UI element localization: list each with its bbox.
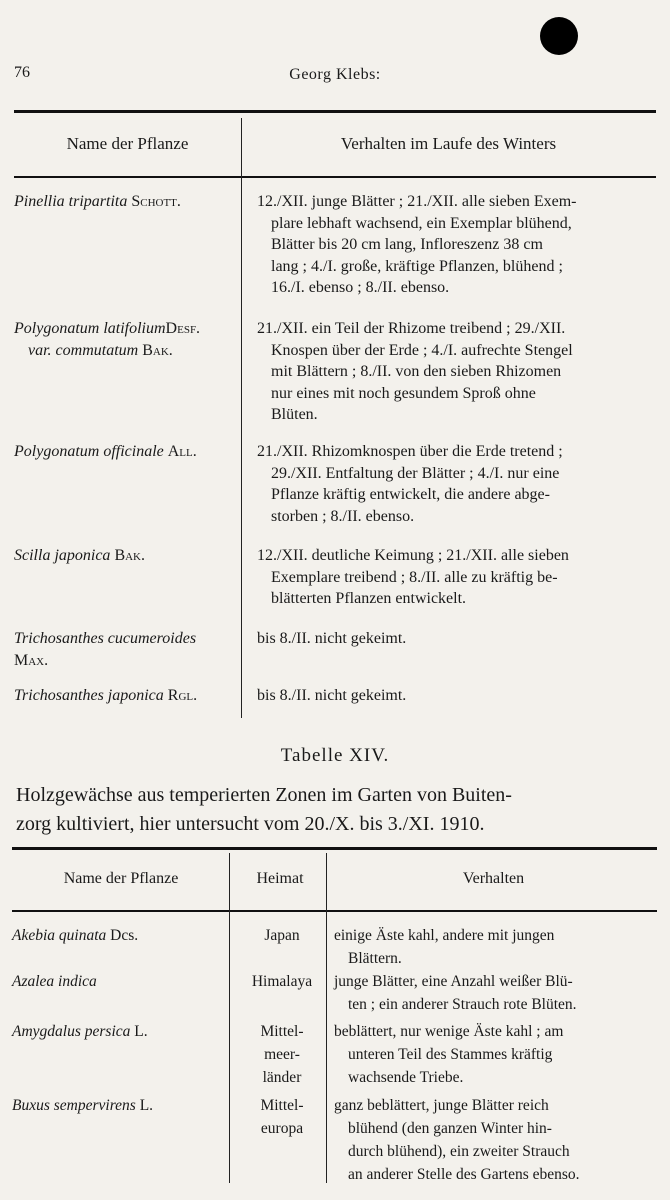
page-number: 76 <box>14 64 30 81</box>
row-line: einige Äste kahl, andere mit jungen <box>334 927 555 944</box>
plant-author: L. <box>139 1097 154 1114</box>
row-line: ten ; ein anderer Strauch rote Blüten. <box>348 996 577 1013</box>
plant-author: All. <box>167 443 197 460</box>
table2-header-rule <box>12 910 657 912</box>
table1-header-name: Name der Pflanze <box>66 134 189 153</box>
plant-author: Rgl. <box>167 687 198 704</box>
plant-author: Bak. <box>114 547 145 564</box>
plant-name: Azalea indica <box>12 973 97 990</box>
table2-header <box>12 848 657 910</box>
row-line: 12./XII. junge Blätter ; 21./XII. alle sieben Exem- <box>257 193 577 210</box>
plant-author: Schott. <box>131 193 181 210</box>
heimat-line: europa <box>260 1120 304 1137</box>
plant-variety: var. commutatum <box>28 341 139 359</box>
table2-title: Tabelle XIV. <box>280 745 390 766</box>
row-line: Pflanze kräftig entwickelt, die andere abge- <box>271 486 550 503</box>
plant-author: Max. <box>14 651 49 669</box>
row-line: Knospen über der Erde ; 4./I. aufrechte Stengel <box>271 341 573 359</box>
row-line: Blüten. <box>271 406 318 423</box>
row-line: lang ; 4./I. große, kräftige Pflanzen, blühend ; <box>271 257 563 275</box>
table1-header <box>14 112 656 176</box>
plant-name: Pinellia tripartita <box>14 193 128 210</box>
plant-author: Desf. <box>165 320 201 337</box>
plant-author: Bak. <box>142 341 173 359</box>
plant-name: Buxus sempervirens <box>12 1097 136 1114</box>
row-line: blühend (den ganzen Winter hin- <box>348 1120 552 1137</box>
row-line: nur eines mit noch gesundem Sproß ohne <box>271 384 536 402</box>
row-line: ganz beblättert, junge Blätter reich <box>334 1097 549 1114</box>
subtitle-line: zorg kultiviert, hier untersucht vom 20./X. bis 3./XI. 1910. <box>16 813 485 835</box>
plant-name: Trichosanthes cucumeroides <box>14 630 197 647</box>
heimat-line: länder <box>262 1069 302 1086</box>
plant-name: Akebia quinata <box>12 927 107 944</box>
row-line: bis 8./II. nicht gekeimt. <box>257 687 407 704</box>
row-line: wachsende Triebe. <box>348 1069 464 1086</box>
row-line: 29./XII. Entfaltung der Blätter ; 4./I. nur eine <box>271 464 560 482</box>
table1 <box>14 112 656 704</box>
running-head: Georg Klebs: <box>289 66 381 83</box>
heimat-line: Mittel- <box>260 1023 304 1040</box>
row-line: 21./XII. Rhizomknospen über die Erde tretend ; <box>257 443 563 460</box>
table2-header-name: Name der Pflanze <box>63 870 179 887</box>
table2-header-heimat: Heimat <box>256 870 304 887</box>
ink-blot <box>540 17 578 55</box>
table2-header-behavior: Verhalten <box>462 870 525 887</box>
row-line: bis 8./II. nicht gekeimt. <box>257 630 407 647</box>
plant-name: Trichosanthes japonica <box>14 687 164 704</box>
row-line: 21./XII. ein Teil der Rhizome treibend ; 29./XII. <box>257 320 566 337</box>
plant-name: Scilla japonica <box>14 547 111 564</box>
row-line: durch blühend), ein zweiter Strauch <box>348 1143 570 1160</box>
row-line: blätterten Pflanzen entwickelt. <box>271 590 467 607</box>
row-line: Blätter bis 20 cm lang, Infloreszenz 38 cm <box>271 236 543 253</box>
row-line: 16./I. ebenso ; 8./II. ebenso. <box>271 279 450 296</box>
row-line: beblättert, nur wenige Äste kahl ; am <box>334 1023 564 1040</box>
plant-author: L. <box>134 1023 148 1040</box>
subtitle-line: Holzgewächse aus temperierten Zonen im Garten von Buiten- <box>16 784 512 806</box>
row-line: unteren Teil des Stammes kräftig <box>348 1046 553 1063</box>
table2-subtitle <box>16 781 656 839</box>
row-line: Blättern. <box>348 950 402 967</box>
plant-name: Polygonatum latifolium <box>14 320 166 337</box>
heimat-line: Himalaya <box>251 973 313 990</box>
row-line: plare lebhaft wachsend, ein Exemplar blühend, <box>271 214 572 232</box>
heimat-line: meer- <box>264 1046 300 1063</box>
row-line: Exemplare treibend ; 8./II. alle zu kräftig be- <box>271 568 558 586</box>
row-line: junge Blätter, eine Anzahl weißer Blü- <box>334 973 573 990</box>
row-line: 12./XII. deutliche Keimung ; 21./XII. alle sieben <box>257 547 569 564</box>
plant-author: Dcs. <box>110 927 139 944</box>
row-line: storben ; 8./II. ebenso. <box>271 507 415 525</box>
row-line: mit Blättern ; 8./II. von den sieben Rhizomen <box>271 363 562 380</box>
table1-header-rule <box>14 176 656 178</box>
table1-header-behavior: Verhalten im Laufe des Winters <box>340 134 557 153</box>
plant-name: Amygdalus persica <box>12 1023 131 1040</box>
plant-name: Polygonatum officinale <box>14 443 164 460</box>
row-line: an anderer Stelle des Gartens ebenso. <box>348 1166 580 1183</box>
heimat-line: Mittel- <box>260 1097 304 1114</box>
heimat-line: Japan <box>264 927 300 944</box>
